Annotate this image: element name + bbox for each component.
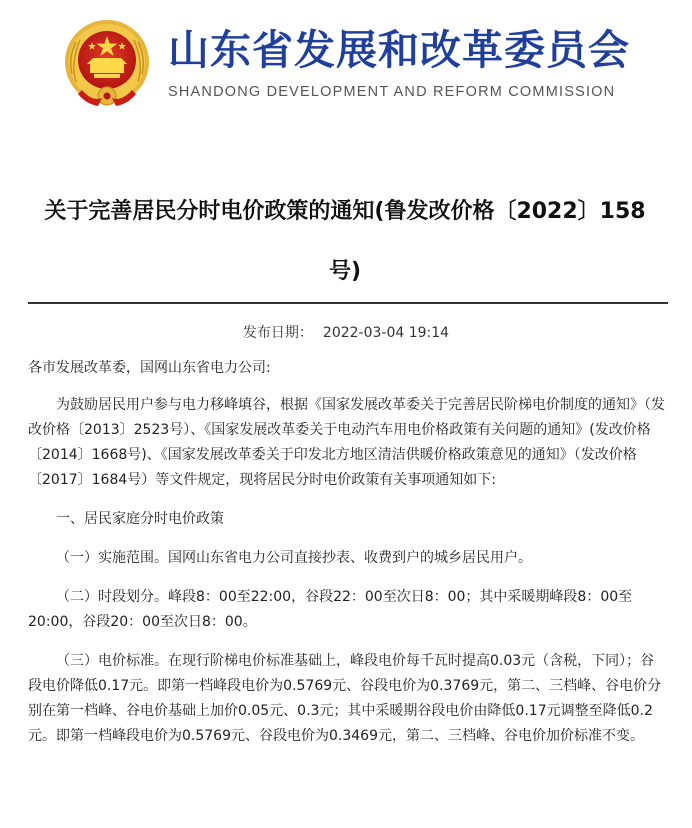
article-title-line1: 关于完善居民分时电价政策的通知(鲁发改价格〔2022〕158 [44,199,646,224]
article-title-line2: 号) [328,259,362,284]
item-paragraph-2: （二）时段划分。峰段8：00至22:00，谷段22：00至次日8：00；其中采暖期峰段8：00至20:00，谷段20：00至次日8：00。 [28,589,633,630]
org-name-en: SHANDONG DEVELOPMENT AND REFORM COMMISSION [168,84,616,100]
salutation: 各市发展改革委，国网山东省电力公司: [28,360,271,376]
article-title [20,182,670,302]
publish-date-value: 2022-03-04 19:14 [322,325,450,341]
publish-date [0,322,692,342]
article-body [28,356,668,763]
title-divider [28,302,668,304]
national-emblem-icon [62,18,152,110]
site-header [0,0,692,120]
intro-paragraph: 为鼓励居民用户参与电力移峰填谷，根据《国家发展改革委关于完善居民阶梯电价制度的通知》（发改价格〔2013〕2523号）、《国家发展改革委关于电动汽车用电价格政策有关问题的通知》(发改价格〔2014〕1668号)、《国家发展改革委关于印发北方地区清洁供暖价格政策意见的通知》（发改价格〔2017〕1684号）等文件规定，现将居民分时电价政策有关事项通知如下: [28,397,665,488]
item-paragraph-1: （一）实施范围。国网山东省电力公司直接抄表、收费到户的城乡居民用户。 [56,550,532,566]
org-name-cn: 山东省发展和改革委员会 [168,26,630,74]
section-heading: 一、居民家庭分时电价政策 [56,511,224,527]
item-paragraph-3: （三）电价标准。在现行阶梯电价标准基础上，峰段电价每千瓦时提高0.03元（含税，下同）；谷段电价降低0.17元。即第一档峰段电价为0.5769元、谷段电价为0.3769元，第二、三档峰、谷电价分别在第一档峰、谷电价基础上加价0.05元、0.3元；其中采暖期谷段电价由降低0.17元调整至降低0.2元。即第一档峰段电价为0.5769元、谷段电价为0.3469元，第二、三档峰、谷电价加价标准不变。 [28,653,662,744]
publish-date-label: 发布日期： [242,325,313,341]
